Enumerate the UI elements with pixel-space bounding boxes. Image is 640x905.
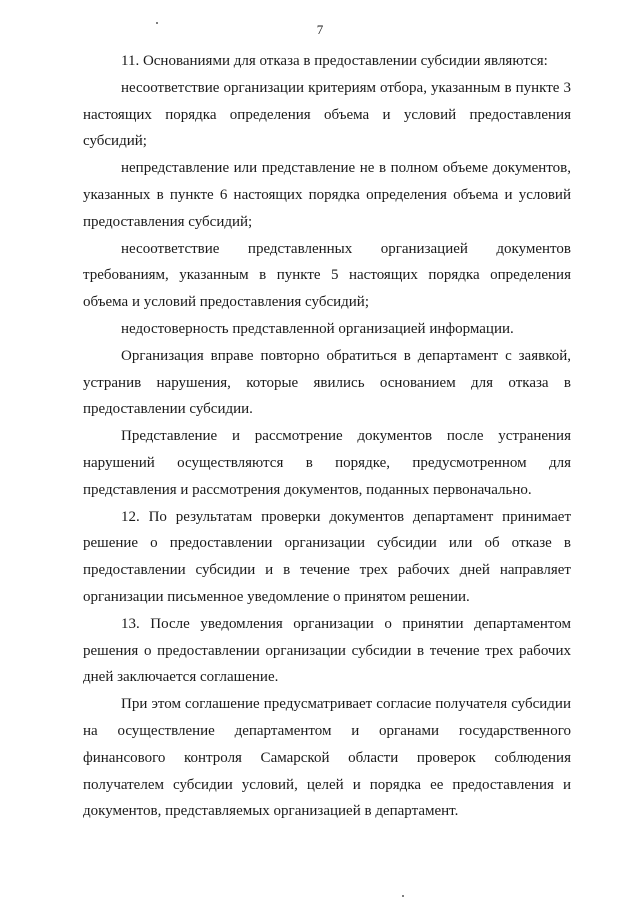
paragraph-refusal-grounds-heading: 11. Основаниями для отказа в предоставлении субсидии являются: — [121, 53, 548, 69]
paragraph-item-13: 13. После уведомления организации о принятии департаментом решения о предоставлении организации субсидии в течение трех рабочих дней заключается соглашение. — [83, 615, 571, 686]
paragraph-documents-mismatch: несоответствие представленных организацией документов требованиям, указанным в пункте 5 настоящих порядка определения объема и условий предоставления субсидий; — [83, 240, 571, 311]
paragraph-agreement-terms: При этом соглашение предусматривает согласие получателя субсидии на осуществление департаментом и органами государственного финансового контроля Самарской области проверок соблюдения получателем субсидии условий, целей и порядка ее предоставления и документов, представляемых организацией в департамент. — [83, 696, 571, 820]
scan-speck — [402, 895, 404, 897]
paragraph-item-12: 12. По результатам проверки документов департамент принимает решение о предоставлении организации субсидии или об отказе в предоставлении субсидии и в течение трех рабочих дней направляет организации письменное уведомление о принятом решении. — [83, 508, 571, 605]
paragraph-reapply: Организация вправе повторно обратиться в департамент с заявкой, устранив нарушения, которые явились основанием для отказа в предоставлении субсидии. — [83, 347, 571, 418]
document-body — [83, 48, 571, 825]
page-number: 7 — [316, 22, 324, 37]
paragraph-criteria-mismatch: несоответствие организации критериям отбора, указанным в пункте 3 настоящих порядка определения объема и условий предоставления субсидий; — [83, 79, 571, 150]
paragraph-false-information: недостоверность представленной организацией информации. — [121, 320, 514, 337]
paragraph-incomplete-documents: непредставление или представление не в полном объеме документов, указанных в пункте 6 настоящих порядка определения объема и условий предоставления субсидий; — [83, 160, 571, 230]
paragraph-resubmission: Представление и рассмотрение документов после устранения нарушений осуществляются в порядке, предусмотренном для представления и рассмотрения документов, поданных первоначально. — [83, 428, 571, 498]
